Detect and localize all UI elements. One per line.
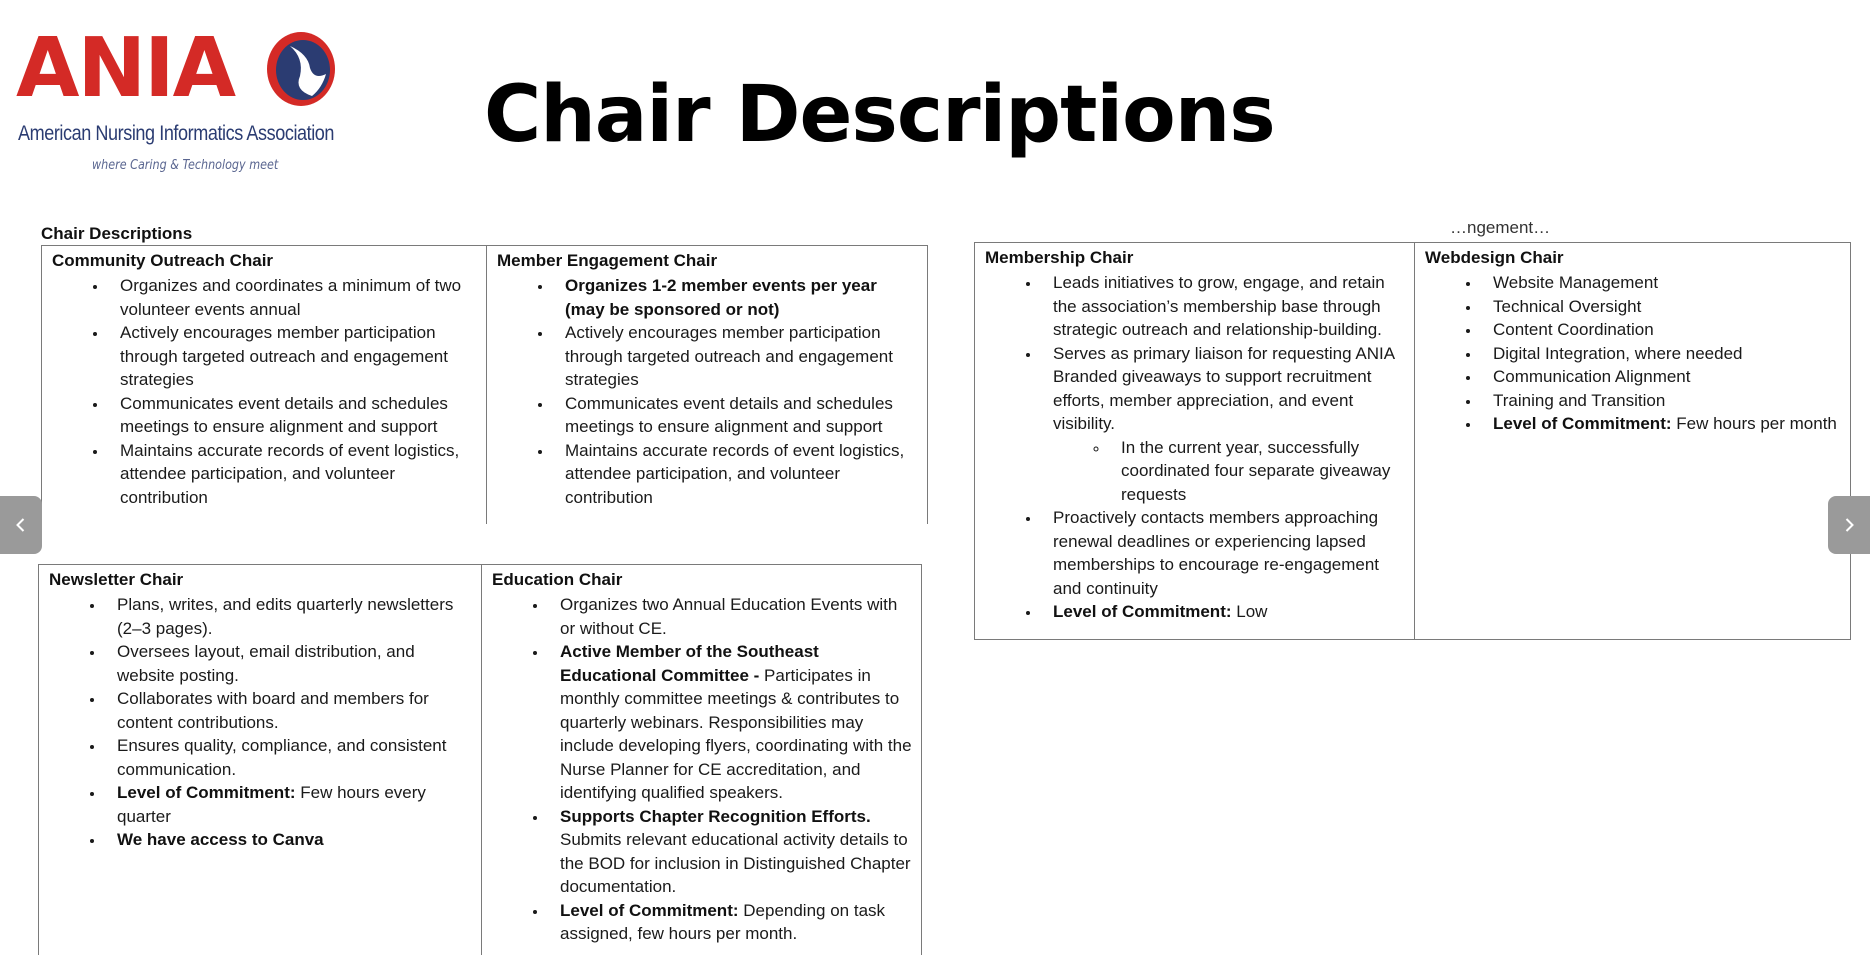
list-item — [548, 899, 913, 946]
commitment-value: Depending on task assigned, few hours per month. — [560, 900, 886, 943]
education-cell — [481, 565, 921, 955]
list-item — [1041, 600, 1406, 624]
logo-wordmark: ANIA — [16, 21, 235, 116]
list-item: • Communicates event details and schedules meetings to ensure alignment and support — [108, 392, 478, 439]
table-right — [974, 242, 1851, 640]
commitment-label: Level of Commitment: — [560, 900, 739, 920]
canva-note: We have access to Canva — [117, 830, 324, 849]
list-item: • Maintains accurate records of event logistics, attendee participation, and volunteer contribution — [108, 439, 478, 510]
community-outreach-cell — [42, 246, 486, 524]
community-outreach-title: Community Outreach Chair — [52, 251, 274, 270]
list-item: • Proactively contacts members approaching renewal deadlines or experiencing lapsed memberships to encourage re-engagement and continuity — [1041, 506, 1406, 600]
member-engagement-title: Member Engagement Chair — [497, 251, 718, 270]
logo-tagline: where Caring & Technology meet — [92, 158, 279, 173]
ania-logo — [16, 21, 335, 184]
list-item: • Organizes two Annual Education Events with or without CE. — [548, 593, 913, 640]
liaison-text: Serves as primary liaison for requesting ANIA Branded giveaways to support recruitment efforts, member appreciation, and event visibility. — [1053, 343, 1395, 433]
membership-title: Membership Chair — [985, 248, 1134, 267]
list-item: • Content Coordination — [1481, 318, 1842, 342]
list-item — [105, 828, 473, 852]
list-item: • Website Management — [1481, 271, 1842, 295]
member-engagement-cell — [486, 246, 927, 524]
next-slide-button[interactable] — [1828, 496, 1870, 554]
webdesign-list — [1425, 271, 1842, 436]
commitment-value: Low — [1231, 602, 1268, 621]
list-item: • Leads initiatives to grow, engage, and retain the association’s membership base through strategic outreach and relationship-building. — [1041, 271, 1406, 342]
list-item — [548, 640, 913, 805]
list-item: • Digital Integration, where needed — [1481, 342, 1842, 366]
sub-list-item: ◦ In the current year, successfully coordinated four separate giveaway requests — [1109, 436, 1406, 507]
southeast-committee-label: Active Member of the Southeast Educational Committee - — [560, 642, 819, 685]
webdesign-cell — [1414, 243, 1850, 639]
list-item: • Maintains accurate records of event logistics, attendee participation, and volunteer contribution — [553, 439, 919, 510]
list-item — [548, 805, 913, 899]
logo-globe-icon — [264, 28, 338, 110]
member-engagement-list — [497, 274, 919, 509]
list-item: • Collaborates with board and members for content contributions. — [105, 687, 473, 734]
education-list — [492, 593, 913, 946]
list-item: • Plans, writes, and edits quarterly newsletters (2–3 pages). — [105, 593, 473, 640]
recognition-text: Submits relevant educational activity details to the BOD for inclusion in Distinguished Chapter documentation. — [560, 830, 911, 896]
commitment-value: Few hours every quarter — [117, 783, 426, 826]
chevron-right-icon — [1841, 517, 1857, 533]
list-item: • Organizes and coordinates a minimum of two volunteer events annual — [108, 274, 478, 321]
list-item — [1481, 412, 1842, 436]
commitment-label: Level of Commitment: — [117, 783, 296, 802]
list-item: • Technical Oversight — [1481, 295, 1842, 319]
list-item: • Actively encourages member participation through targeted outreach and engagement strategies — [553, 321, 919, 392]
page-title: Chair Descriptions — [484, 70, 1275, 160]
southeast-committee-text: Participates in monthly committee meetings & contributes to quarterly webinars. Responsibilities may include developing flyers, coordinating with the Nurse Planner for CE accreditation, and identifying qualified speakers. — [560, 665, 912, 802]
member-events-text: Organizes 1-2 member events per year (may be sponsored or not) — [565, 276, 877, 319]
table-bottom-left — [38, 564, 922, 955]
list-item: • Communication Alignment — [1481, 365, 1842, 389]
recognition-label: Supports Chapter Recognition Efforts. — [560, 806, 871, 826]
logo-org-name: American Nursing Informatics Association — [18, 122, 335, 145]
chevron-left-icon — [13, 517, 29, 533]
newsletter-cell — [39, 565, 481, 955]
membership-sublist — [1053, 436, 1406, 507]
list-item: • Oversees layout, email distribution, and website posting. — [105, 640, 473, 687]
membership-cell — [975, 243, 1414, 639]
webdesign-title: Webdesign Chair — [1425, 248, 1564, 267]
list-item: • Actively encourages member participation through targeted outreach and engagement strategies — [108, 321, 478, 392]
doc-caption: Chair Descriptions — [41, 224, 193, 243]
commitment-label: Level of Commitment: — [1493, 414, 1672, 433]
list-item: • Training and Transition — [1481, 389, 1842, 413]
commitment-label: Level of Commitment: — [1053, 602, 1232, 621]
community-outreach-list — [52, 274, 478, 509]
newsletter-list — [49, 593, 473, 852]
newsletter-title: Newsletter Chair — [49, 570, 184, 589]
list-item: • Ensures quality, compliance, and consistent communication. — [105, 734, 473, 781]
list-item: • Communicates event details and schedules meetings to ensure alignment and support — [553, 392, 919, 439]
previous-slide-button[interactable] — [0, 496, 42, 554]
education-title: Education Chair — [492, 570, 623, 589]
list-item — [553, 274, 919, 321]
commitment-value: Few hours per month — [1671, 414, 1837, 433]
table-top-left — [41, 245, 928, 524]
list-item — [105, 781, 473, 828]
membership-list — [985, 271, 1406, 624]
list-item — [1041, 342, 1406, 507]
clipped-text: …ngement… — [1450, 218, 1551, 237]
